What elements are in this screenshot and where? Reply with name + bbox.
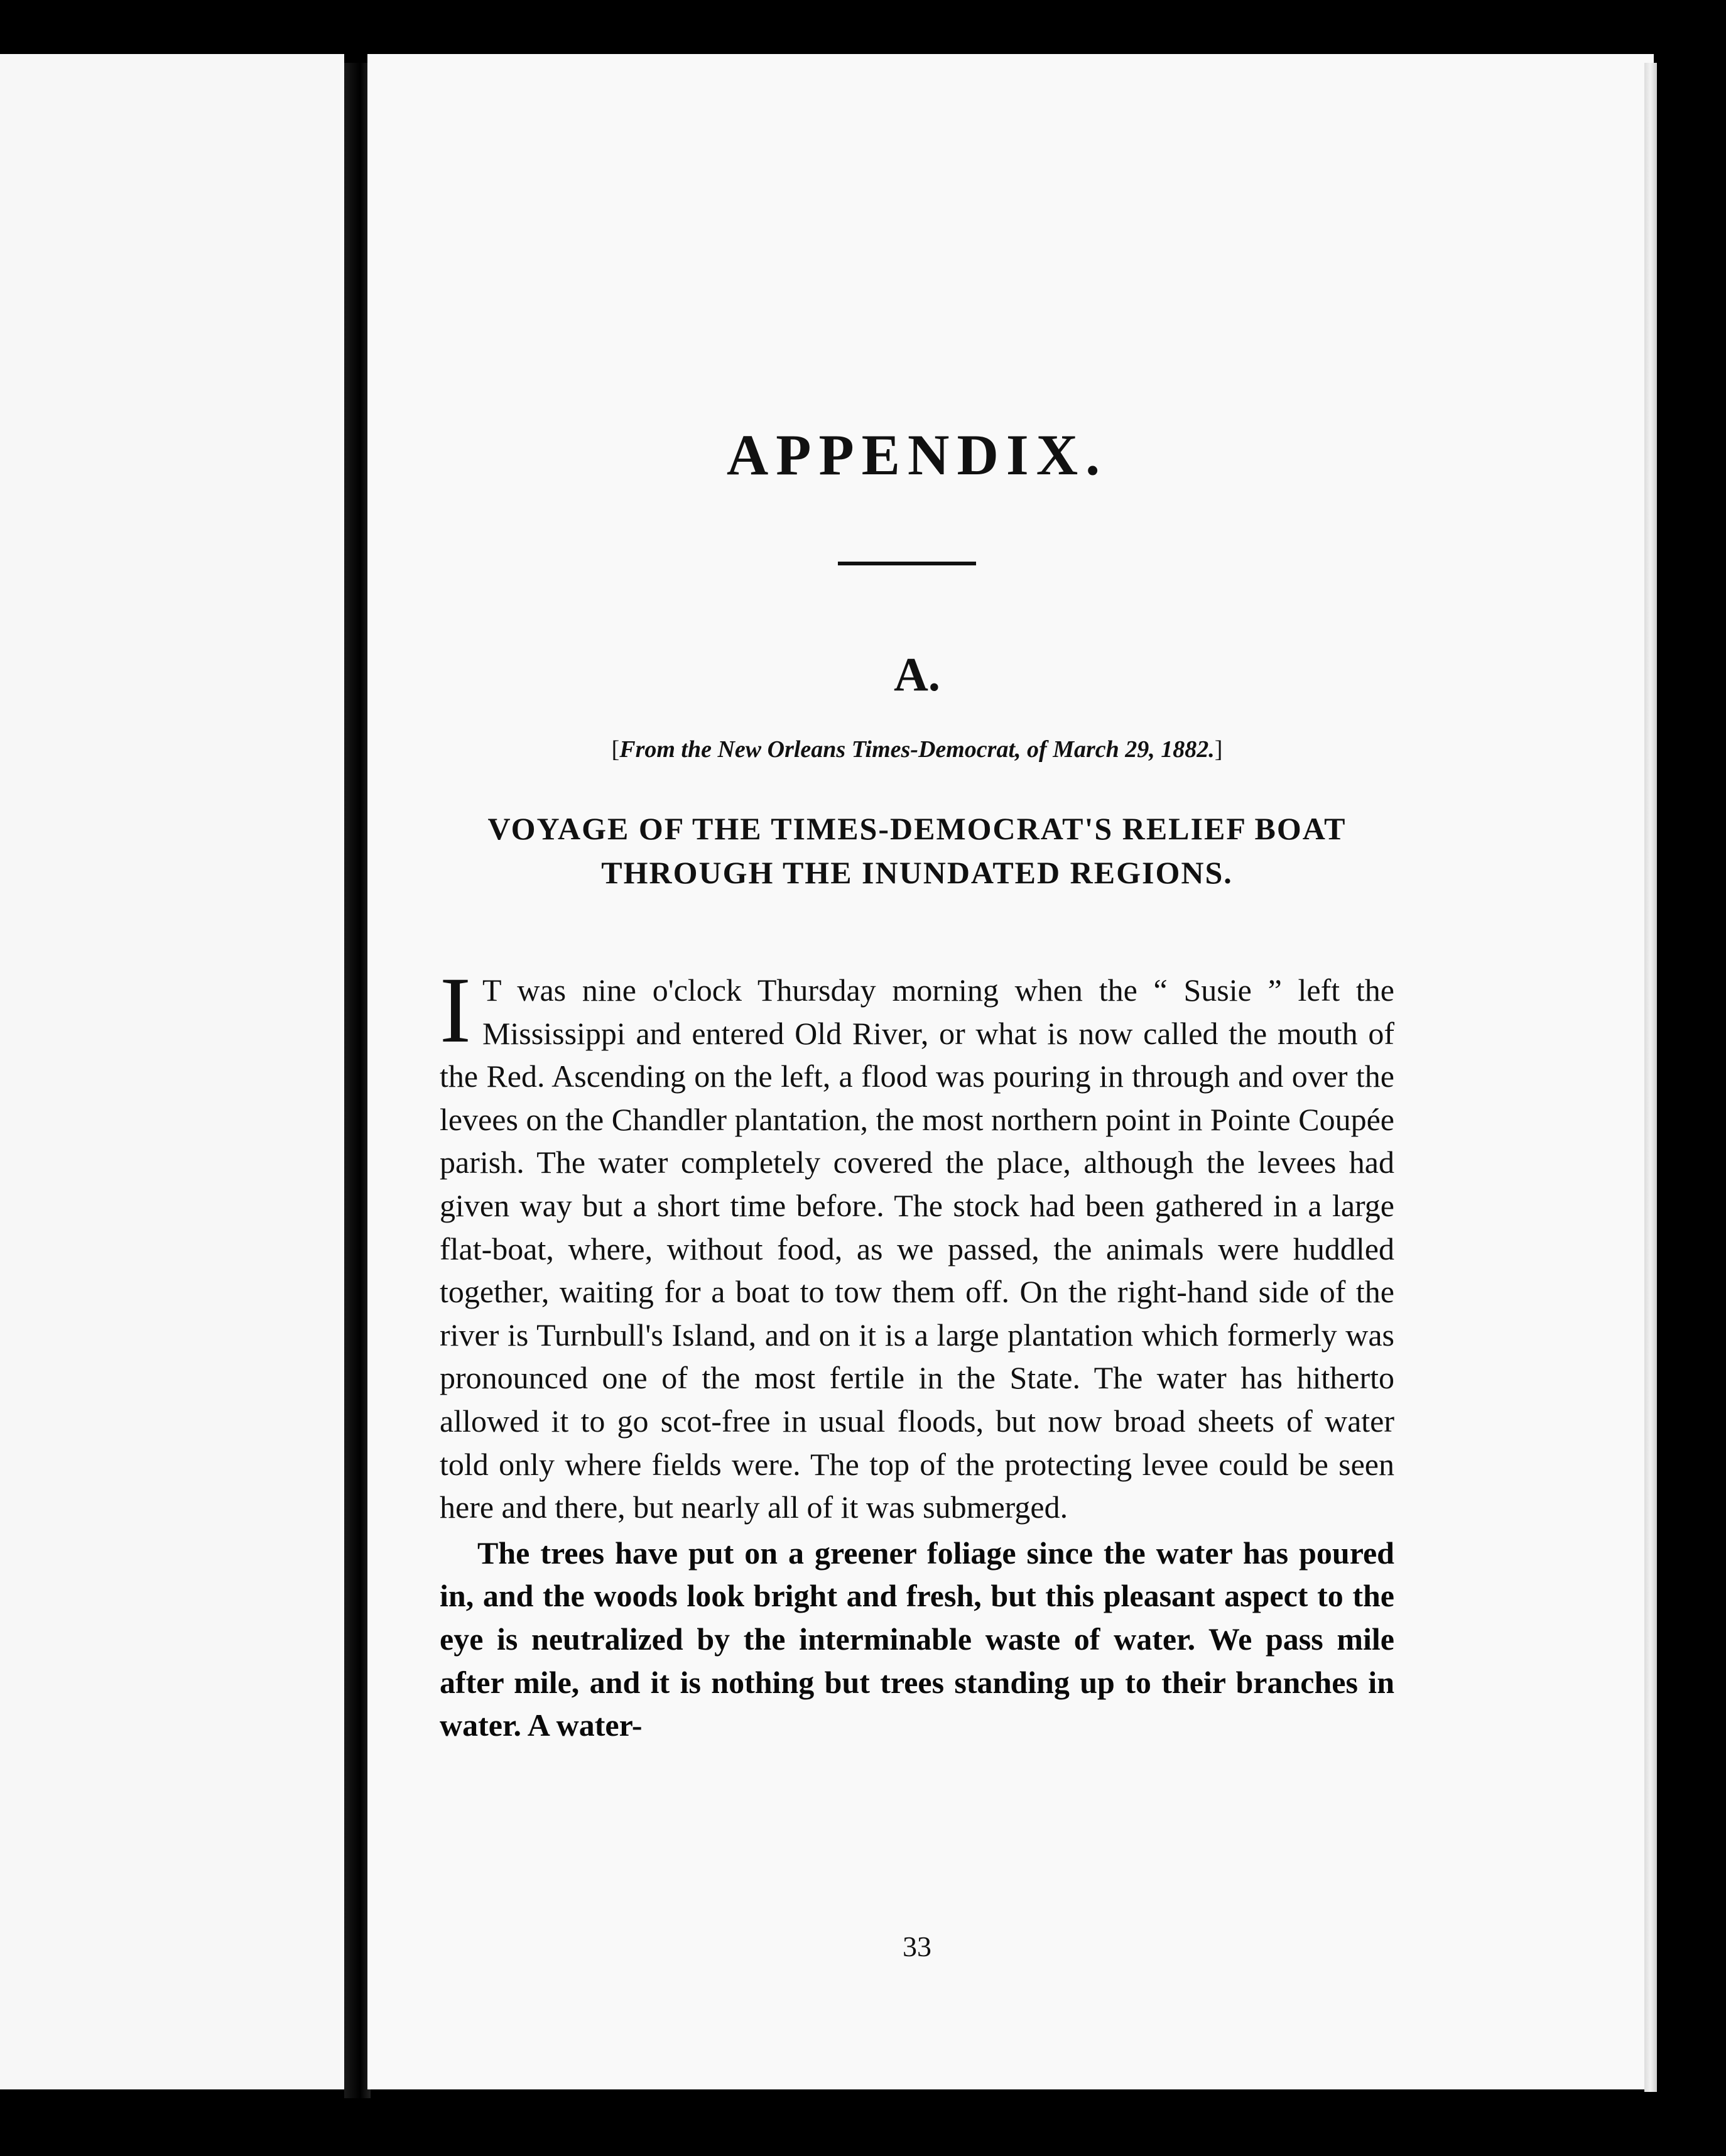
article-body <box>440 958 1394 1747</box>
source-from: From the <box>619 736 712 763</box>
appendix-title: APPENDIX. <box>726 423 1108 487</box>
headline-line-1: VOYAGE OF THE TIMES-DEMOCRAT'S RELIEF BOAT <box>487 811 1347 846</box>
paragraph-2: The trees have put on a greener foliage since the water has poured in, and the woods look bright and fresh, but this pleasant aspect to the eye is neutralized by the interminable waste of water. We pass mile after mile, and it is nothing but trees standing up to their branches in water. A water- <box>440 1535 1394 1743</box>
article-headline <box>440 807 1394 895</box>
title-rule <box>838 562 976 565</box>
headline-line-2: THROUGH THE INUNDATED REGIONS. <box>601 855 1233 890</box>
book-spine <box>344 63 371 2098</box>
page-edge <box>1644 63 1657 2092</box>
page-number: 33 <box>903 1930 931 1963</box>
source-citation <box>440 736 1394 763</box>
paragraph-1: IT was nine o'clock Thursday morning when the “ Susie ” left the Mississippi and entered Old River, or what is now called the mouth of the Red. Ascending on the left, a flood was pouring in through and over the levees on the Chandler plantation, the most northern point in Pointe Coupée parish. The water completely covered the place, although the levees had given way but a short time before. The stock had been gathered in a large flat-boat, where, without food, as we passed, the animals were huddled together, waiting for a boat to tow them off. On the right-hand side of the river is Turnbull's Island, and on it is a large plantation which formerly was pronounced one of the most fertile in the State. The water has hitherto allowed it to go scot-free in usual floods, but now broad sheets of water told only where fields were. The top of the protecting levee could be seen here and there, but nearly all of it was submerged. <box>440 958 1394 1525</box>
left-page <box>0 54 344 2089</box>
source-open-bracket: [ <box>611 736 620 763</box>
section-letter: A. <box>894 648 940 701</box>
source-paper: New Orleans Times-Democrat, <box>717 736 1021 763</box>
source-date: March 29, 1882. <box>1053 736 1215 763</box>
source-close-bracket: ] <box>1214 736 1223 763</box>
source-of: of <box>1027 736 1047 763</box>
